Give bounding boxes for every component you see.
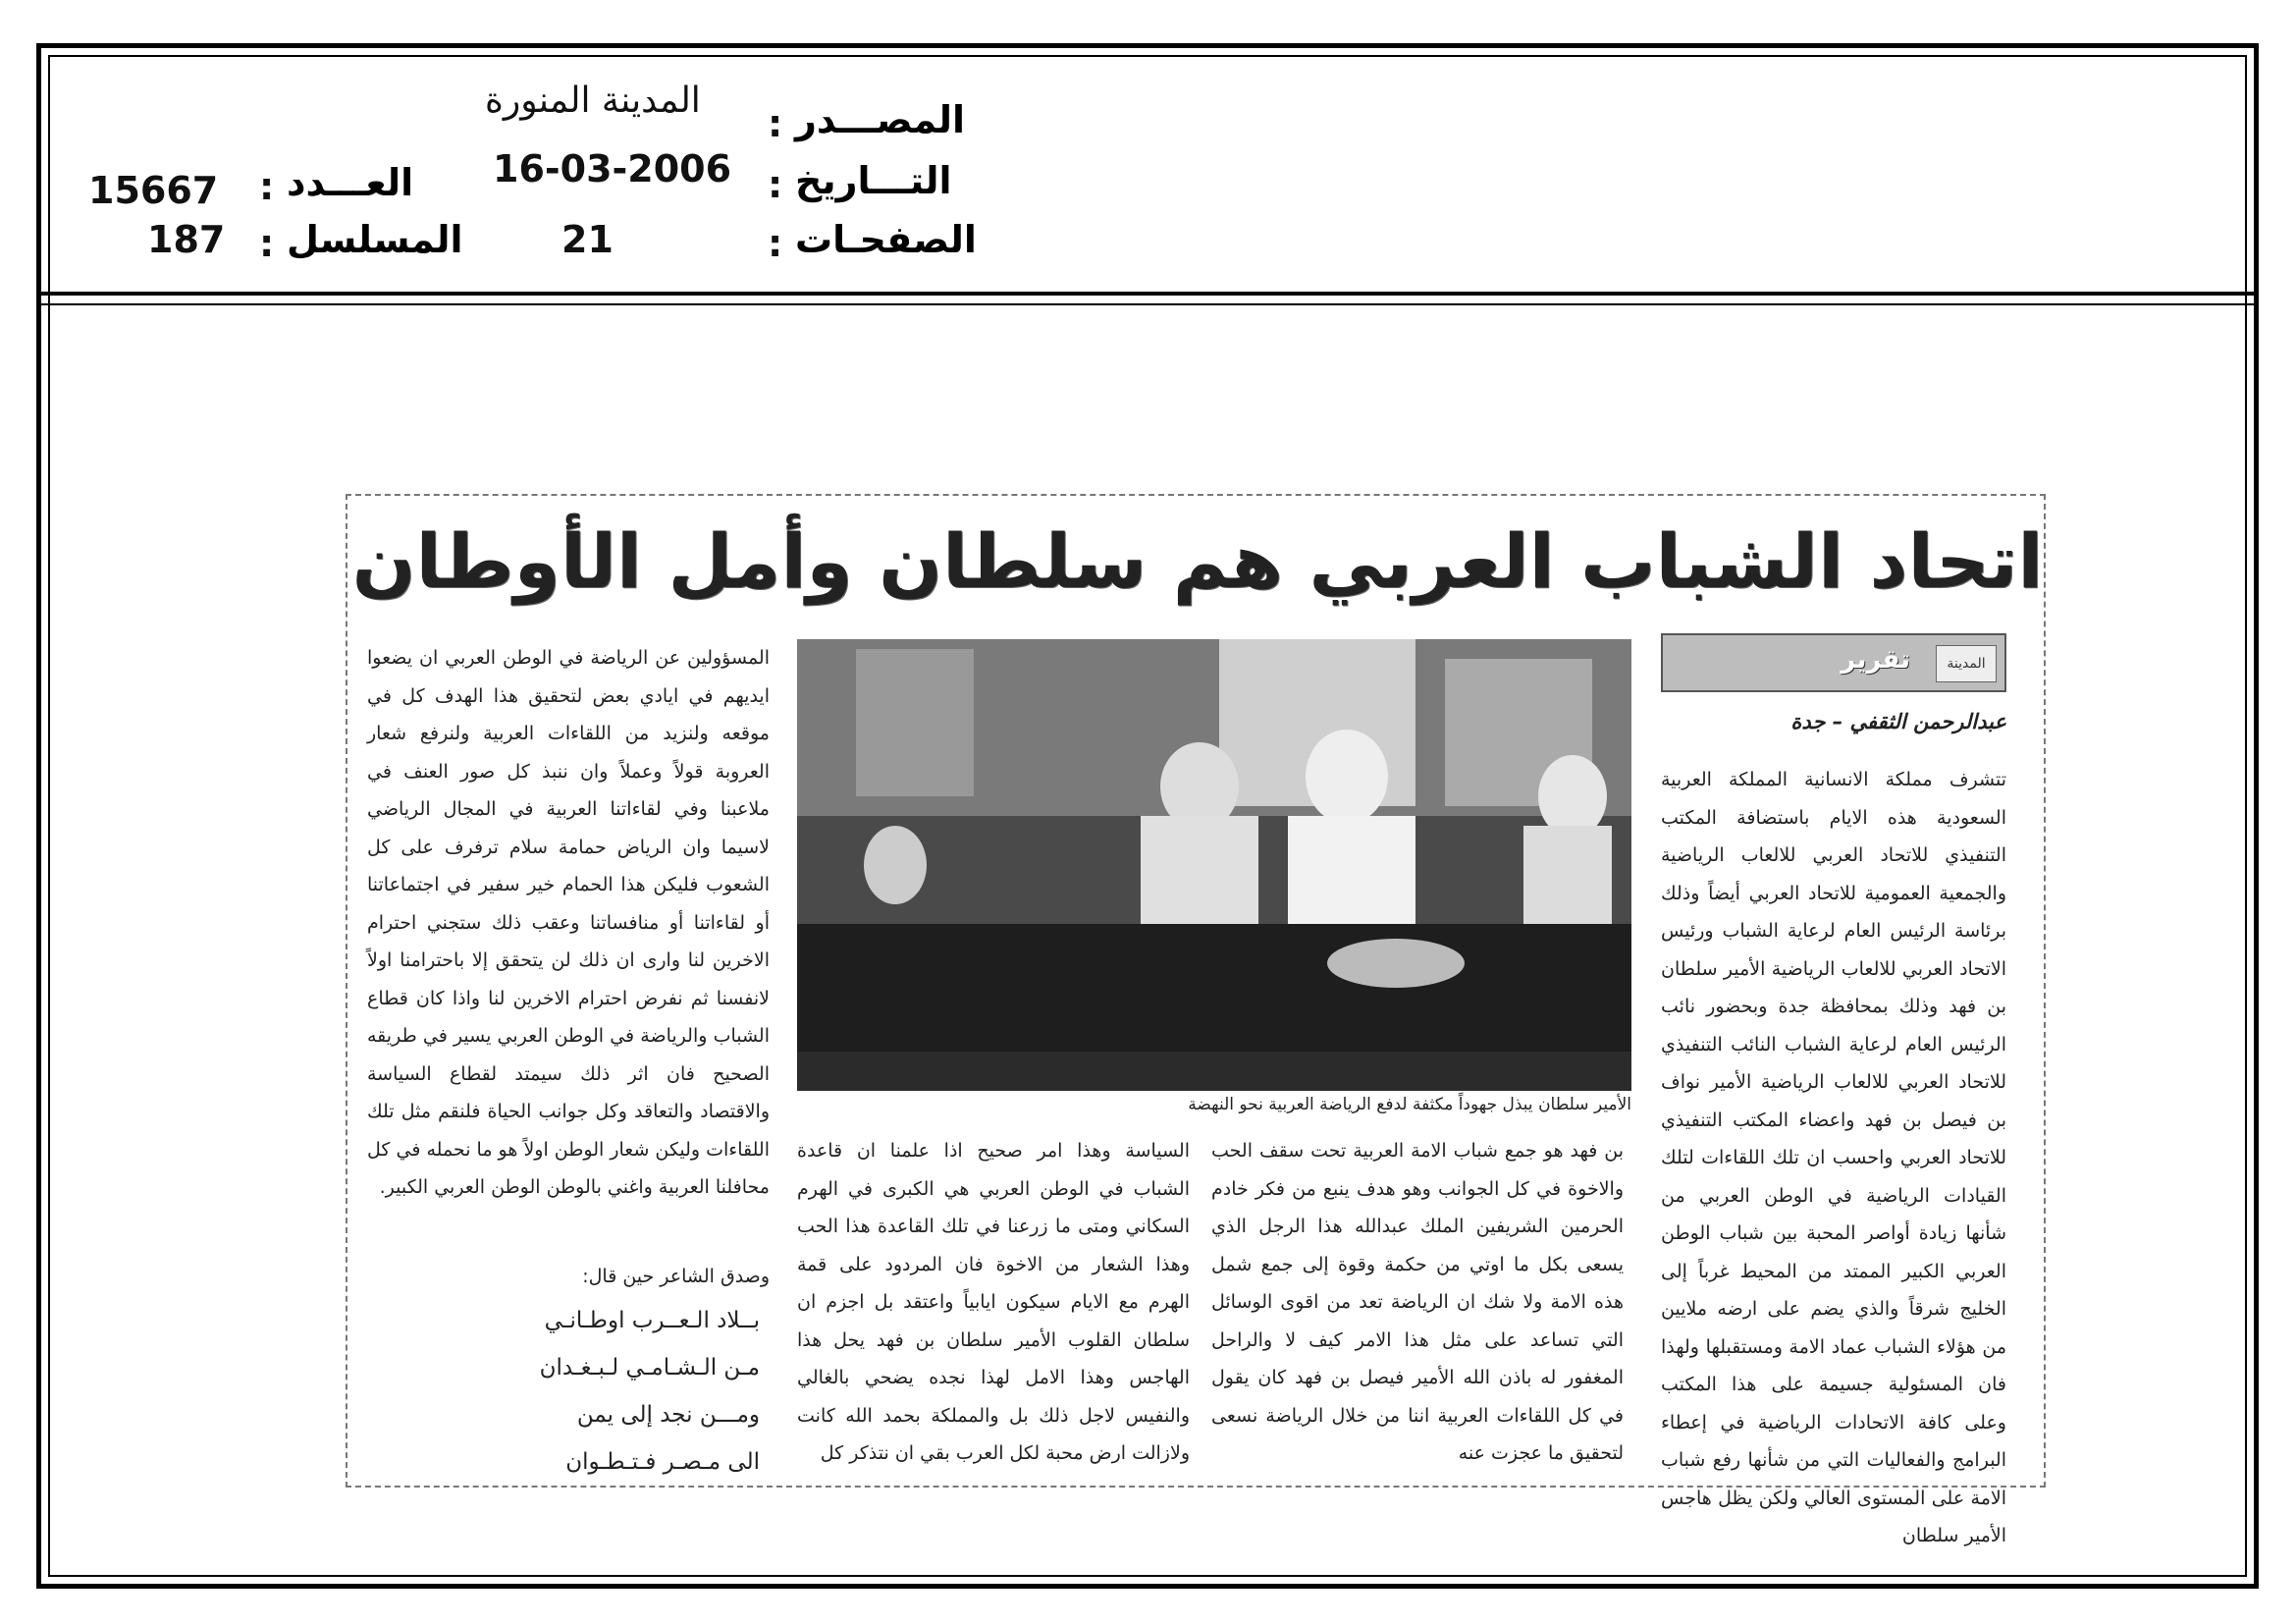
date-value: 16-03-2006 [493, 147, 732, 190]
issue-value: 15667 [88, 169, 219, 212]
pages-value: 21 [561, 218, 614, 261]
poem-line: بــلاد الـعــرب اوطـانـي [544, 1308, 760, 1333]
poem [367, 1297, 760, 1486]
date-colon: : [768, 163, 783, 206]
poem-line: مـن الـشـامـي لـبـغـدان [539, 1355, 760, 1380]
issue-colon: : [259, 165, 275, 208]
article-byline: عبدالرحمن الثقفي – جدة [1790, 710, 2006, 733]
header-divider-thin [38, 303, 2257, 305]
section-badge [1661, 633, 2006, 692]
article-column-left: المسؤولين عن الرياضة في الوطن العربي ان يضعوا ايديهم في ايادي بعض لتحقيق هذا الهدف كل في موقعه ولنزيد من اللقاءات العربية ولنرفع شعار العروبة قولاً وعملاً وان ننبذ كل صور العنف في ملاعبنا وفي لقاءاتنا العربية في المجال الرياضي لاسيما وان الرياض حمامة سلام ترفرف على كل الشعوب فليكن هذا الحمام خير سفير في اجتماعاتنا أو لقاءاتنا أو منافساتنا وعقب ذلك ستجني احترام الاخرين لنا وارى ان ذلك لن يتحقق إلا باحترامنا اولاً لانفسنا ثم نفرض احترام الاخرين لنا واذا كان قطاع الشباب والرياضة في الوطن العربي يسير في طريقه الصحيح فان اثر ذلك سيمتد لقطاع السياسة والاقتصاد والتعاقد وكل جوانب الحياة فلنقم مثل تلك اللقاءات وليكن شعار الوطن اولاً هو ما نحمله في كل محافلنا العربية واغني بالوطن الوطن العربي الكبير. [367, 647, 770, 1198]
source-label: المصـــدر [795, 98, 966, 141]
poem-line: ومـــن نجد إلى يمن [576, 1402, 760, 1428]
article-column-mid-right: بن فهد هو جمع شباب الامة العربية تحت سقف الحب والاخوة في كل الجوانب وهو هدف ينبع من فكر خادم الحرمين الشريفين الملك عبدالله هذا الرجل الذي يسعى بكل ما اوتي من حكمة وقوة إلى جمع شمل هذه الامة ولا شك ان الرياضة تعد من اقوى الوسائل التي تساعد على مثل هذا الامر كيف لا والراحل المغفور له باذن الله الأمير فيصل بن فهد كان يقول في كل اللقاءات العربية اننا من خلال الرياضة نسعى لتحقيق ما عجزت عنه [1211, 1140, 1624, 1464]
poem-intro: وصدق الشاعر حين قال: [582, 1266, 770, 1287]
section-badge-label: تقرير [1841, 645, 1910, 675]
article-column-mid-left: السياسة وهذا امر صحيح اذا علمنا ان قاعدة الشباب في الوطن العربي هي الكبرى في الهرم السكاني ومتى ما زرعنا في تلك القاعدة هذا الحب وهذا الشعار من الاخوة فان المردود على قمة الهرم مع الايام سيكون ايابياً واعتقد بل اجزم ان سلطان القلوب الأمير سلطان بن فهد يحل هذا الهاجس وهذا الامل لهذا نجده يضحي بالغالي والنفيس لاجل ذلك بل والمملكة بحمد الله كانت ولازالت ارض محبة لكل العرب بقي ان نتذكر كل [797, 1140, 1190, 1464]
serial-colon: : [259, 222, 275, 265]
source-value: المدينة المنورة [485, 81, 701, 121]
serial-value: 187 [147, 218, 226, 261]
newspaper-logo-icon: المدينة [1936, 645, 1997, 682]
article-column-right: تتشرف مملكة الانسانية المملكة العربية السعودية هذه الايام باستضافة المكتب التنفيذي للاتحاد العربي للالعاب الرياضية والجمعية العمومية للاتحاد العربي أيضاً وذلك برئاسة الرئيس العام لرعاية الشباب ورئيس الاتحاد العربي للالعاب الرياضية الأمير سلطان بن فهد وذلك بمحافظة جدة وبحضور نائب الرئيس العام لرعاية الشباب النائب التنفيذي للاتحاد العربي للالعاب الرياضية الأمير نواف بن فيصل بن فهد واعضاء المكتب التنفيذي للاتحاد العربي واحسب ان تلك اللقاءات لتلك القيادات الرياضية في الوطن العربي من شأنها زيادة أواصر المحبة بين شباب الوطن العربي الكبير الممتد من المحيط غرباً إلى الخليج شرقاً والذي يضم على ارضه ملايين من هؤلاء الشباب عماد الامة ومستقبلها ولهذا فان المسئولية جسيمة على هذا المكتب وعلى كافة الاتحادات الرياضية في إعطاء البرامج والفعاليات التي من شأنها رفع شباب الامة على المستوى العالي ولكن يظل هاجس الأمير سلطان [1661, 769, 2006, 1546]
pages-colon: : [768, 222, 783, 265]
source-colon: : [768, 102, 783, 145]
photo-caption: الأمير سلطان يبذل جهوداً مكثفة لدفع الرياضة العربية نحو النهضة [1188, 1095, 1631, 1114]
poem-line: الى مـصـر فـتـطـوان [565, 1449, 760, 1475]
article-photo [797, 639, 1631, 1091]
issue-label: العـــدد [287, 161, 414, 204]
serial-label: المسلسل [287, 218, 463, 261]
pages-label: الصفحـات [795, 218, 977, 261]
date-label: التـــاريخ [795, 159, 952, 202]
article-headline: اتحاد الشباب العربي هم سلطان وأمل الأوطان [351, 517, 2044, 605]
header-divider [38, 292, 2257, 296]
newspaper-clipping [346, 494, 2046, 1546]
meeting-photo-image [797, 639, 1631, 1091]
